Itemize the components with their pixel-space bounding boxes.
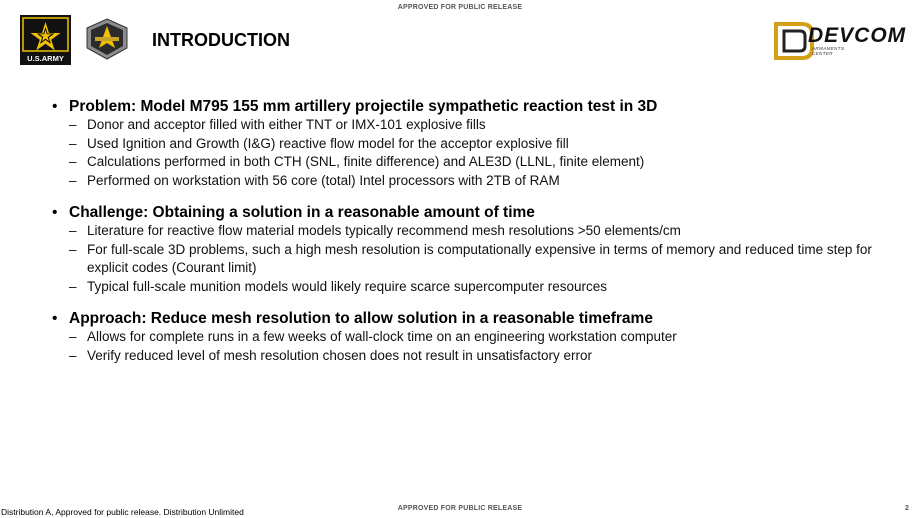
list-item: – Allows for complete runs in a few weeks of wall-clock time on an engineering workstation computer (69, 329, 677, 344)
section-problem (52, 97, 902, 190)
list-item: – Typical full-scale munition models would likely require scarce supercomputer resources (69, 278, 607, 294)
armaments-crest-icon (85, 18, 129, 60)
approved-banner-bottom: APPROVED FOR PUBLIC RELEASE (397, 505, 523, 512)
sub-list (52, 328, 902, 365)
list-item: – Used Ignition and Growth (I&G) reactive flow model for the acceptor explosive fill (69, 135, 569, 151)
devcom-wordmark: DEVCOM (808, 24, 907, 47)
approved-banner-top: APPROVED FOR PUBLIC RELEASE (397, 4, 523, 11)
list-item: – For full-scale 3D problems, such a high mesh resolution is computationally expensive in terms of memory and reduced time step for explicit codes (Courant limit) (69, 241, 872, 275)
list-item: – Calculations performed in both CTH (SNL, finite difference) and ALE3D (LLNL, finite element) (69, 154, 645, 169)
list-item: – Performed on workstation with 56 core (total) Intel processors with 2TB of RAM (69, 172, 560, 188)
page-title: INTRODUCTION (152, 30, 290, 50)
section-heading: • Challenge: Obtaining a solution in a reasonable amount of time (52, 204, 535, 221)
svg-text:U.S.ARMY: U.S.ARMY (27, 54, 64, 63)
section-approach (52, 309, 902, 365)
sub-list (52, 116, 902, 190)
page-number: 2 (905, 505, 909, 512)
section-heading: • Approach: Reduce mesh resolution to allow solution in a reasonable timeframe (52, 310, 653, 327)
section-heading: • Problem: Model M795 155 mm artillery projectile sympathetic reaction test in 3D (52, 98, 658, 115)
list-item: – Donor and acceptor filled with either TNT or IMX-101 explosive fills (69, 117, 486, 132)
section-challenge (52, 203, 902, 296)
distribution-statement: Distribution A, Approved for public release. Distribution Unlimited (1, 507, 244, 517)
sub-list (52, 222, 902, 296)
list-item: – Literature for reactive flow material models typically recommend mesh resolutions >50 elements/cm (69, 223, 681, 238)
us-army-logo (20, 15, 71, 65)
devcom-subtitle: ARMAMENTS CENTER (812, 46, 845, 56)
slide-content (52, 97, 902, 378)
list-item: – Verify reduced level of mesh resolution chosen does not result in unsatisfactory error (69, 347, 593, 363)
